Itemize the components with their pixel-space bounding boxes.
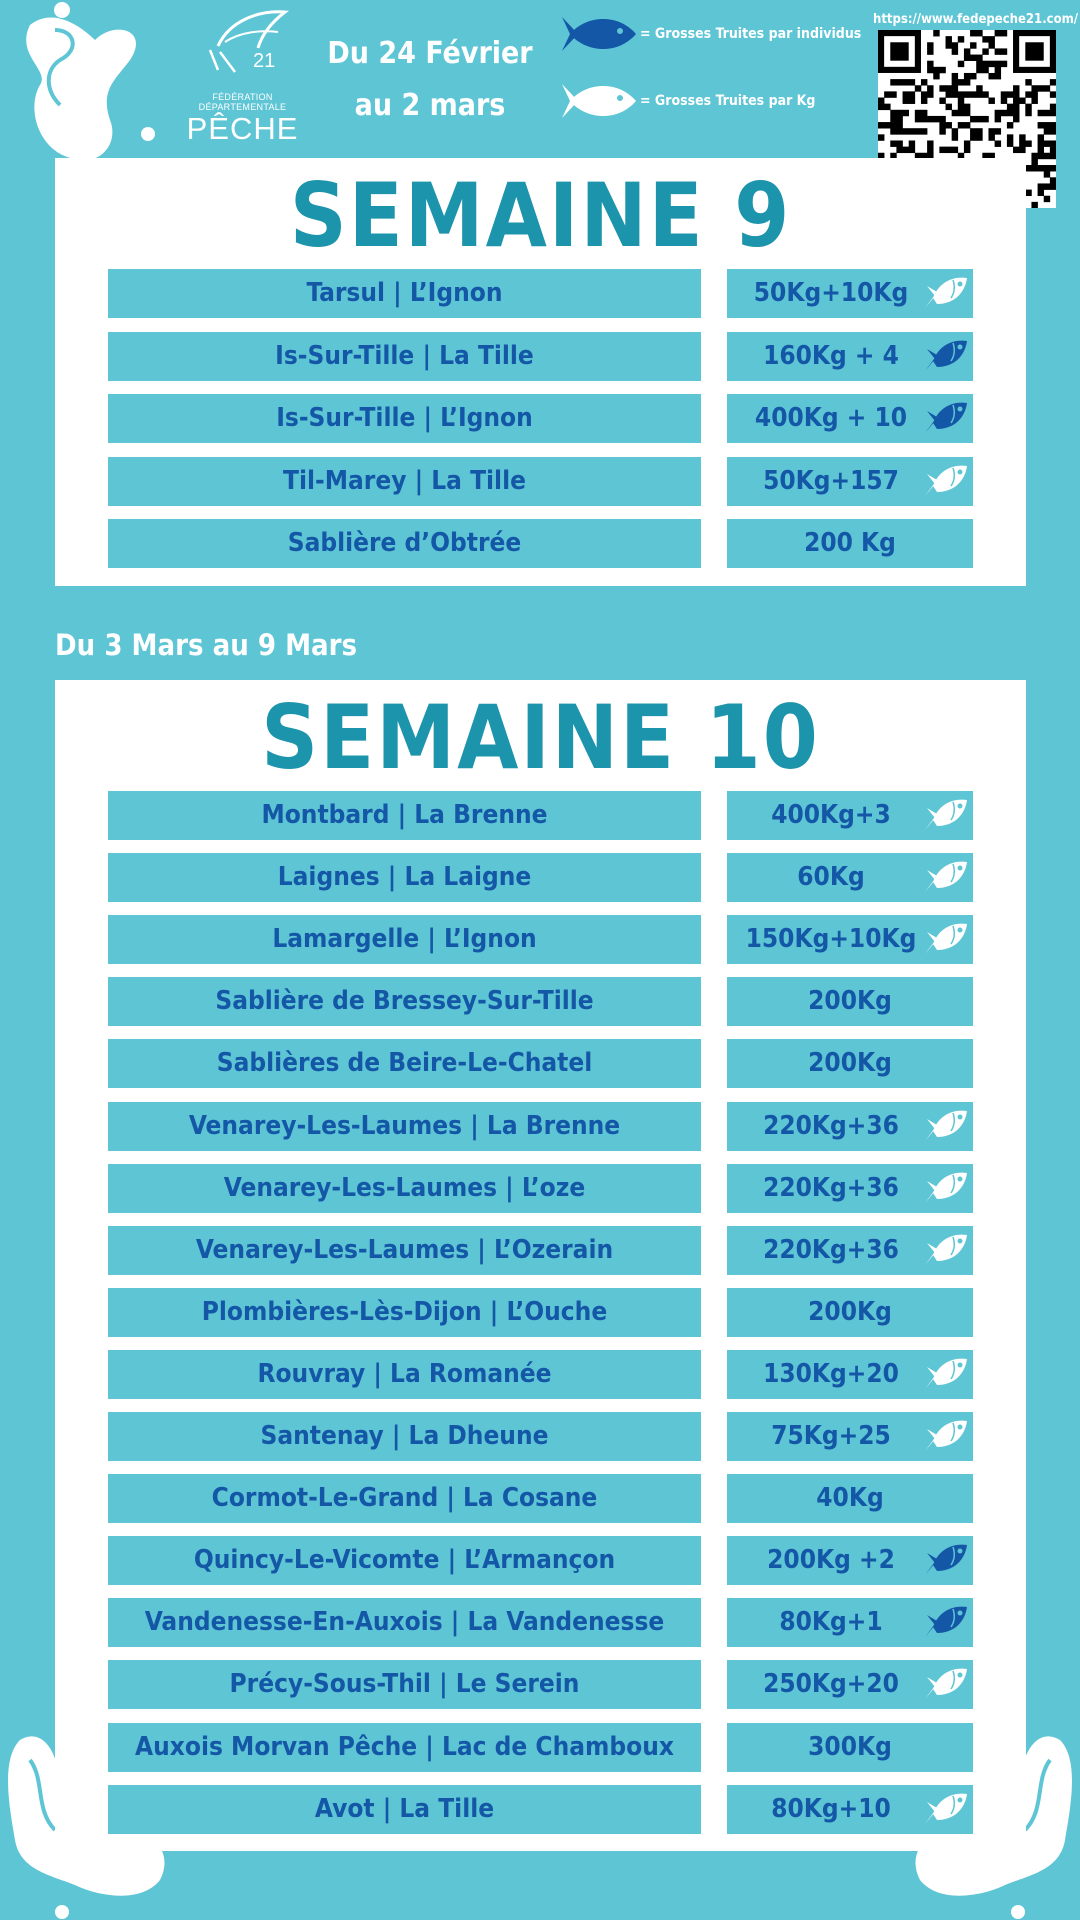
logo-org-text: FÉDÉRATION DÉPARTEMENTALE	[198, 92, 287, 112]
table-row	[55, 1474, 1026, 1523]
fish-blue-icon	[923, 1603, 969, 1658]
quantity-value: 250Kg+20	[763, 1669, 899, 1700]
location-cell: Laignes | La Laigne	[108, 853, 701, 902]
location-cell: Rouvray | La Romanée	[108, 1350, 701, 1399]
table-row	[55, 1350, 1026, 1399]
quantity-value: 150Kg+10Kg	[745, 924, 917, 955]
quantity-cell	[727, 1474, 973, 1523]
table-row	[55, 394, 1026, 443]
quantity-cell	[727, 1039, 973, 1088]
quantity-cell	[727, 1102, 973, 1151]
quantity-value: 50Kg+157	[763, 465, 899, 496]
federation-logo	[180, 2, 305, 146]
location-cell: Vandenesse-En-Auxois | La Vandenesse	[108, 1598, 701, 1647]
quantity-cell	[727, 1350, 973, 1399]
legend-individuals-text: = Grosses Truites par individus	[640, 26, 862, 42]
table-row	[55, 1598, 1026, 1647]
quantity-value: 200Kg +2	[767, 1545, 895, 1576]
quantity-value: 80Kg+1	[779, 1607, 883, 1638]
table-row	[55, 1536, 1026, 1585]
quantity-value: 50Kg+10Kg	[753, 278, 909, 308]
quantity-cell	[727, 1598, 973, 1647]
fish-white-icon	[923, 858, 969, 913]
quantity-value: 40Kg	[816, 1483, 884, 1514]
fish-white-icon	[923, 920, 969, 975]
table-row	[55, 1660, 1026, 1709]
location-cell: Précy-Sous-Thil | Le Serein	[108, 1660, 701, 1709]
quantity-cell	[727, 791, 973, 840]
fish-white-icon	[923, 1665, 969, 1720]
location-cell: Is-Sur-Tille | L’Ignon	[108, 394, 701, 443]
location-cell: Til-Marey | La Tille	[108, 457, 701, 506]
quantity-cell	[727, 1785, 973, 1834]
location-cell: Sablière de Bressey-Sur-Tille	[108, 977, 701, 1026]
date-line-2: au 2 mars	[354, 88, 506, 123]
quantity-value: 75Kg+25	[771, 1421, 891, 1451]
fish-white-icon	[923, 796, 969, 851]
table-row	[55, 519, 1026, 568]
location-cell: Plombières-Lès-Dijon | L’Ouche	[108, 1288, 701, 1337]
quantity-value: 220Kg+36	[763, 1234, 899, 1265]
legend-kg-text: = Grosses Truites par Kg	[640, 93, 816, 109]
location-cell: Is-Sur-Tille | La Tille	[108, 332, 701, 381]
quantity-cell	[727, 1412, 973, 1461]
table-row	[55, 332, 1026, 381]
logo-number: 21	[253, 50, 276, 72]
fish-white-icon	[923, 1169, 969, 1224]
quantity-value: 130Kg+20	[763, 1358, 899, 1389]
quantity-cell	[727, 1164, 973, 1213]
legend-item-kg	[556, 80, 815, 122]
quantity-value: 200 Kg	[804, 528, 896, 558]
quantity-value: 200Kg	[808, 1296, 892, 1327]
location-cell: Sablière d’Obtrée	[108, 519, 701, 568]
week10-title: SEMAINE 10	[261, 686, 820, 789]
week10-date-range: Du 3 Mars au 9 Mars	[55, 628, 358, 662]
website-url[interactable]: https://www.fedepeche21.com/	[873, 12, 1079, 27]
table-row	[55, 1039, 1026, 1088]
date-line-1: Du 24 Février	[327, 36, 533, 71]
fish-blue-icon	[923, 337, 969, 392]
quantity-value: 400Kg + 10	[754, 403, 908, 433]
logo-name: PÊCHE	[186, 111, 299, 146]
location-cell: Cormot-Le-Grand | La Cosane	[108, 1474, 701, 1523]
location-cell: Venarey-Les-Laumes | La Brenne	[108, 1102, 701, 1151]
location-cell: Venarey-Les-Laumes | L’oze	[108, 1164, 701, 1213]
table-row	[55, 1723, 1026, 1772]
quantity-value: 200Kg	[808, 986, 892, 1017]
location-cell: Quincy-Le-Vicomte | L’Armançon	[108, 1536, 701, 1585]
quantity-value: 60Kg	[797, 862, 865, 893]
table-row	[55, 977, 1026, 1026]
fish-white-icon	[923, 1107, 969, 1162]
table-row	[55, 1102, 1026, 1151]
fish-white-icon	[923, 1231, 969, 1286]
table-row	[55, 457, 1026, 506]
week9-date-range	[325, 28, 535, 132]
location-cell: Tarsul | L’Ignon	[108, 269, 701, 318]
quantity-value: 300Kg	[808, 1731, 892, 1762]
quantity-value: 160Kg + 4	[763, 340, 899, 371]
fish-white-icon	[923, 1355, 969, 1410]
table-row	[55, 791, 1026, 840]
fish-blue-icon	[556, 13, 638, 55]
location-cell: Sablières de Beire-Le-Chatel	[108, 1039, 701, 1088]
logo-mark	[180, 2, 305, 74]
quantity-value: 220Kg+36	[763, 1110, 899, 1141]
location-cell: Avot | La Tille	[108, 1785, 701, 1834]
table-row	[55, 1412, 1026, 1461]
fish-blue-icon	[923, 1541, 969, 1596]
week9-panel	[55, 158, 1026, 586]
fish-white-icon	[923, 1790, 969, 1845]
quantity-cell	[727, 1288, 973, 1337]
quantity-cell	[727, 915, 973, 964]
table-row	[55, 853, 1026, 902]
location-cell: Venarey-Les-Laumes | L’Ozerain	[108, 1226, 701, 1275]
legend-item-individuals	[556, 13, 861, 55]
table-row	[55, 1785, 1026, 1834]
location-cell: Montbard | La Brenne	[108, 791, 701, 840]
location-cell: Santenay | La Dheune	[108, 1412, 701, 1461]
table-row	[55, 269, 1026, 318]
week10-panel	[55, 680, 1026, 1851]
quantity-value: 220Kg+36	[763, 1172, 899, 1203]
table-row	[55, 1288, 1026, 1337]
table-row	[55, 1164, 1026, 1213]
quantity-cell	[727, 457, 973, 506]
quantity-value: 200Kg	[808, 1048, 892, 1079]
week9-title: SEMAINE 9	[289, 164, 792, 267]
quantity-cell	[727, 394, 973, 443]
quantity-cell	[727, 269, 973, 318]
quantity-cell	[727, 1226, 973, 1275]
table-row	[55, 915, 1026, 964]
fish-white-icon	[556, 80, 638, 122]
quantity-cell	[727, 332, 973, 381]
quantity-cell	[727, 977, 973, 1026]
fish-white-icon	[923, 1417, 969, 1472]
quantity-cell	[727, 1660, 973, 1709]
quantity-cell	[727, 519, 973, 568]
quantity-value: 80Kg+10	[771, 1793, 891, 1824]
quantity-cell	[727, 1536, 973, 1585]
location-cell: Lamargelle | L’Ignon	[108, 915, 701, 964]
quantity-cell	[727, 1723, 973, 1772]
quantity-cell	[727, 853, 973, 902]
location-cell: Auxois Morvan Pêche | Lac de Chamboux	[108, 1723, 701, 1772]
table-row	[55, 1226, 1026, 1275]
fish-white-icon	[923, 462, 969, 517]
logo-fish-icon	[180, 2, 305, 74]
fish-blue-icon	[923, 399, 969, 454]
fish-white-icon	[923, 274, 969, 329]
quantity-value: 400Kg+3	[771, 800, 891, 830]
